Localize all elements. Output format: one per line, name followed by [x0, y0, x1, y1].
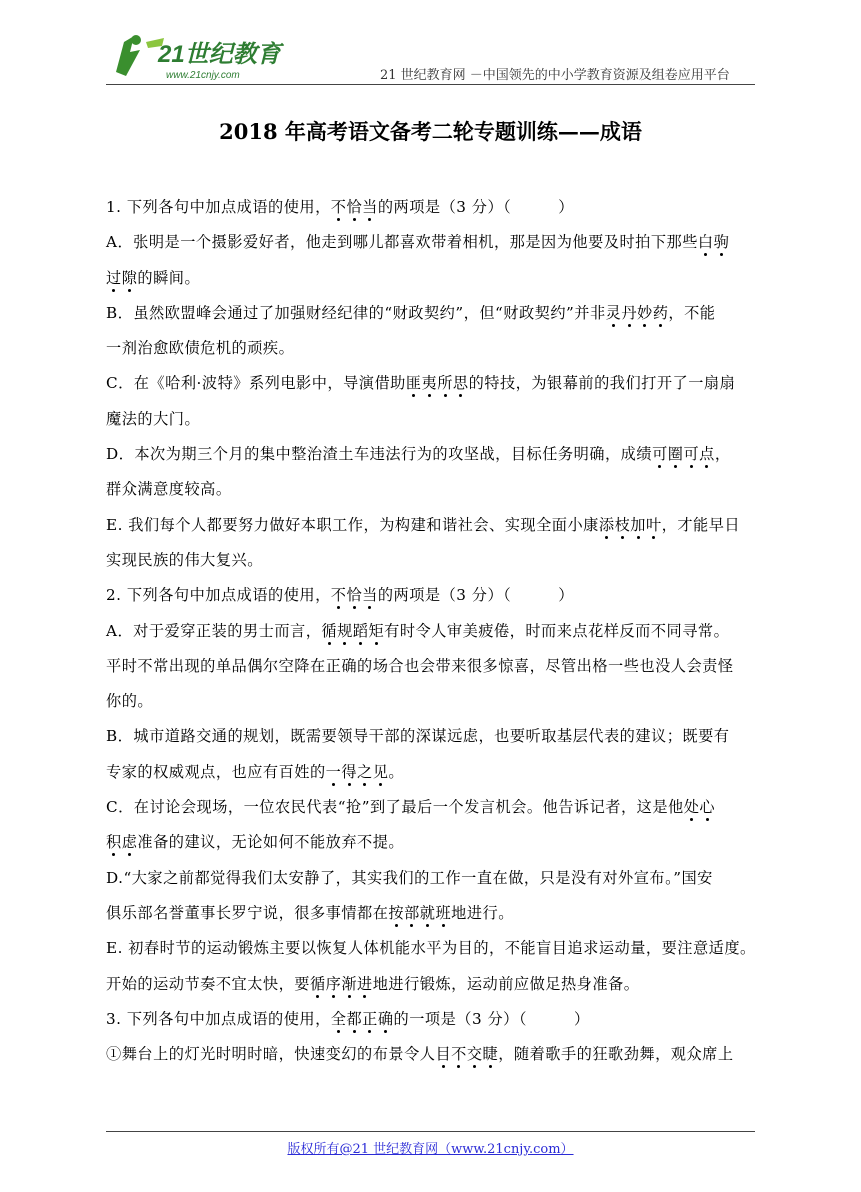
- dotted-idiom: 一得之见: [325, 762, 389, 781]
- dotted-idiom: 全都正确: [330, 1009, 394, 1028]
- dotted-idiom: 可圈可点: [652, 445, 715, 464]
- footer-divider: [106, 1131, 755, 1132]
- text-line: [106, 402, 758, 437]
- dotted-idiom: 过隙: [106, 268, 138, 287]
- dotted-idiom: 添枝加叶: [598, 515, 662, 534]
- line-text: 地进行。: [451, 903, 514, 922]
- question-body: [106, 190, 758, 1072]
- logo-url: www.21cnjy.com: [166, 70, 240, 81]
- text-line: [106, 261, 758, 296]
- line-text: E. 初春时节的运动锻炼主要以恢复人体机能水平为目的，不能盲目追求运动量，要注意适度。: [106, 939, 756, 958]
- text-line: [106, 896, 758, 931]
- text-line: [106, 719, 758, 754]
- dotted-idiom: 处心: [683, 798, 716, 817]
- text-line: [106, 649, 758, 684]
- text-line: [106, 366, 758, 401]
- page-title: 2018 年高考语文备考二轮专题训练——成语: [219, 119, 642, 144]
- text-line: [106, 684, 758, 719]
- site-logo: [106, 32, 286, 82]
- text-line: [106, 790, 758, 825]
- line-text: 魔法的大门。: [106, 409, 201, 428]
- line-text: 的瞬间。: [137, 268, 201, 287]
- dotted-idiom: 循规蹈矩: [321, 621, 385, 640]
- text-line: [106, 931, 758, 966]
- text-line: [106, 614, 758, 649]
- text-line: [106, 755, 758, 790]
- text-line: [106, 825, 758, 860]
- line-text: 的两项是（3 分）（ ）: [377, 198, 574, 216]
- dotted-idiom: 循序渐进: [309, 974, 373, 993]
- line-text: 开始的运动节奏不宜太快，要: [106, 974, 310, 993]
- dotted-idiom: 按部就班: [388, 903, 452, 922]
- line-text: 1. 下列各句中加点成语的使用，: [106, 198, 331, 216]
- line-text: 。: [388, 762, 405, 781]
- line-text: C．在《哈利·波特》系列电影中，导演借助: [106, 374, 406, 393]
- line-text: ①舞台上的灯光时明时暗，快速变幻的布景令人: [106, 1045, 436, 1064]
- line-text: A．对于爱穿正装的男士而言，: [106, 621, 322, 640]
- logo-text: 21世纪教育: [158, 41, 281, 68]
- dotted-idiom: 匪夷所思: [405, 374, 469, 393]
- text-line: [106, 331, 758, 366]
- logo-graphic: [106, 32, 286, 82]
- line-text: 群众满意度较高。: [106, 480, 232, 499]
- line-text: 一剂治愈欧债危机的顽疾。: [106, 339, 295, 358]
- text-line: [106, 190, 758, 225]
- line-text: 俱乐部名誉董事长罗宁说，很多事情都在: [106, 903, 389, 922]
- dotted-idiom: 白驹: [697, 233, 730, 252]
- line-text: 地进行锻炼，运动前应做足热身准备。: [372, 974, 640, 993]
- line-text: D．本次为期三个月的集中整治渣土车违法行为的攻坚战，目标任务明确，成绩: [106, 445, 653, 464]
- dotted-idiom: 灵丹妙药: [605, 303, 669, 322]
- text-line: [106, 967, 758, 1002]
- line-text: A．张明是一个摄影爱好者，他走到哪儿都喜欢带着相机，那是因为他要及时拍下那些: [106, 233, 698, 252]
- dotted-idiom: 不恰当: [330, 198, 378, 216]
- line-text: ，才能早日: [661, 515, 741, 534]
- text-line: [106, 508, 758, 543]
- text-line: [106, 472, 758, 507]
- line-text: ，: [714, 445, 731, 464]
- line-text: B．城市道路交通的规划，既需要领导干部的深谋远虑，也要听取基层代表的建议；既要有: [106, 727, 730, 746]
- header-divider: [106, 84, 755, 85]
- line-text: C．在讨论会现场，一位农民代表“抢”到了最后一个发言机会。他告诉记者，这是他: [106, 798, 684, 817]
- text-line: [106, 543, 758, 578]
- line-text: 准备的建议，无论如何不能放弃不提。: [137, 833, 405, 852]
- line-text: 的特技，为银幕前的我们打开了一扇扇: [468, 374, 736, 393]
- line-text: D.“大家之前都觉得我们太安静了，其实我们的工作一直在做，只是没有对外宣布。”国安: [106, 868, 713, 887]
- text-line: [106, 578, 758, 613]
- dotted-idiom: 不恰当: [330, 586, 378, 605]
- footer-copyright-link[interactable]: 版权所有@21 世纪教育网（www.21cnjy.com）: [287, 1142, 574, 1157]
- dotted-idiom: 积虑: [106, 833, 138, 852]
- line-text: 专家的权威观点，也应有百姓的: [106, 762, 326, 781]
- header-site-text: 21 世纪教育网 －中国领先的中小学教育资源及组卷应用平台: [380, 68, 730, 83]
- line-text: 实现民族的伟大复兴。: [106, 550, 263, 569]
- line-text: 的一项是（3 分）（ ）: [393, 1009, 590, 1028]
- text-line: [106, 861, 758, 896]
- line-text: B．虽然欧盟峰会通过了加强财经纪律的“财政契约”，但“财政契约”并非: [106, 303, 606, 322]
- line-text: ，随着歌手的狂歌劲舞，观众席上: [498, 1045, 734, 1064]
- text-line: [106, 437, 758, 472]
- line-text: E. 我们每个人都要努力做好本职工作，为构建和谐社会、实现全面小康: [106, 515, 599, 534]
- line-text: 平时不常出现的单品偶尔空降在正确的场合也会带来很多惊喜，尽管出格一些也没人会责怪: [106, 656, 734, 675]
- line-text: 2. 下列各句中加点成语的使用，: [106, 586, 331, 605]
- line-text: 有时令人审美疲倦，时而来点花样反而不同寻常。: [384, 621, 730, 640]
- text-line: [106, 1002, 758, 1037]
- line-text: 你的。: [106, 692, 154, 711]
- text-line: [106, 296, 758, 331]
- dotted-idiom: 目不交睫: [435, 1045, 499, 1064]
- line-text: 3. 下列各句中加点成语的使用，: [106, 1009, 331, 1028]
- line-text: ，不能: [668, 303, 716, 322]
- text-line: [106, 1037, 758, 1072]
- text-line: [106, 225, 758, 260]
- line-text: 的两项是（3 分）（ ）: [377, 586, 574, 605]
